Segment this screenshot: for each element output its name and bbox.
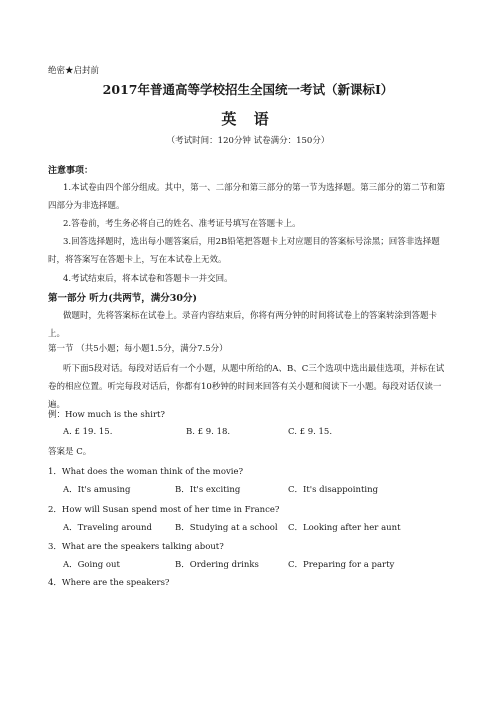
question-3: 3．What are the speakers talking about? [48,542,224,552]
question-3-option-c: C．Preparing for a party [288,560,395,570]
exam-info: （考试时间：120分钟 试卷满分：150分） [166,136,330,146]
question-3-option-b: B．Ordering drinks [175,560,259,570]
example-answer: 答案是 C。 [48,447,92,457]
question-2-option-b: B．Studying at a school [175,523,278,533]
question-4: 4．Where are the speakers? [48,578,170,588]
note-item: 4.考试结束后，将本试卷和答题卡一并交回。 [63,274,233,284]
question-2-option-a: A．Traveling around [63,523,152,533]
note-item: 1.本试卷由四个部分组成。其中，第一、二部分和第三部分的第一节为选择题。第三部分的第二节和第四部分为非选择题。 [48,183,446,211]
question-1: 1．What does the woman think of the movie? [48,467,244,477]
part-title: 第一部分 听力(共两节，满分30分) [48,293,198,304]
note-item: 2.答卷前，考生务必将自己的姓名、准考证号填写在答题卡上。 [63,219,301,229]
question-1-option-b: B．It's exciting [175,485,241,495]
question-2: 2．How will Susan spend most of her time in France? [48,505,280,515]
example-option-a: A. £ 19. 15. [63,427,113,437]
question-2-option-c: C．Looking after her aunt [288,523,401,533]
section-title: 第一节 （共5小题；每小题1.5分，满分7.5分） [48,344,228,354]
example-option-b: B. £ 9. 18. [186,427,231,437]
exam-title: 2017年普通高等学校招生全国统一考试（新课标Ⅰ） [102,82,394,97]
question-3-option-a: A．Going out [63,560,120,570]
part-description: 做题时，先将答案标在试卷上。录音内容结束后，你将有两分钟的时间将试卷上的答案转涂到答题卡上。 [48,311,438,339]
question-1-option-a: A．It's amusing [63,485,131,495]
example-question: 例：How much is the shirt? [48,410,165,420]
secret-mark: 绝密★启封前 [48,66,100,76]
note-item: 3.回答选择题时，选出每小题答案后，用2B铅笔把答题卡上对应题目的答案标号涂黑；回答非选择题时，将答案写在答题卡上，写在本试卷上无效。 [48,237,440,265]
section-description: 听下面5段对话。每段对话后有一个小题，从题中所给的A、B、C三个选项中选出最佳选项，并标在试卷的相应位置。听完每段对话后，你都有10秒钟的时间来回答有关小题和阅读下一小题。每段对话仅读一遍。 [48,364,445,410]
subject-title: 英 语 [221,110,275,128]
question-1-option-c: C．It's disappointing [288,485,379,495]
example-option-c: C. £ 9. 15. [288,427,333,437]
notes-title: 注意事项： [48,166,94,176]
